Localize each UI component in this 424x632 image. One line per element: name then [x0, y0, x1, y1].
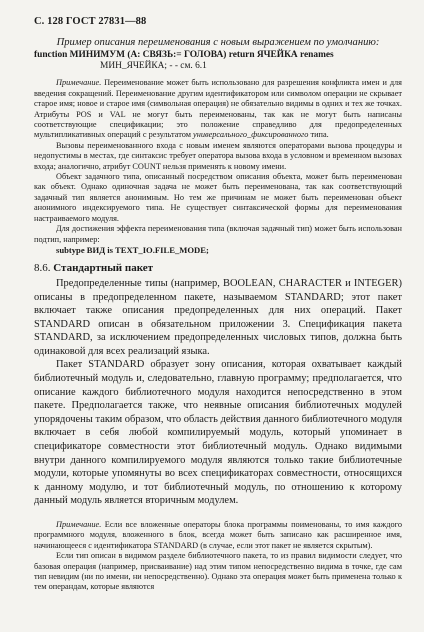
- example-code-line-1: function МИНИМУМ (А: СВЯЗЬ:= ГОЛОВА) return ЯЧЕЙКА renames: [34, 50, 334, 60]
- paragraph-visibility: Если тип описан в видимом разделе библиотечного пакета, то из правил видимости следует, что базовая операция (например, присваивание) над этим типом непосредственно видима в точке, где сам тип невидим (ни по имени, ни непосредственно). Однако эта операция может быть применена только к тем операндам, которые являются: [34, 551, 402, 592]
- paragraph-standard-package: Пакет STANDARD образует зону описания, которая охватывает каждый библиотечный модуль и, следовательно, главную программу; предполагается, что описание каждого библиотечного модуля находится непосредственно в этом пакете. Предполагается также, что неявные описания библиотечных модулей упорядочены таким образом, что область действия данного библиотечного модуля включает в себя любой компилируемый модуль, который упоминает в спецификаторе совместности этот библиотечный модуль. Однако видимыми внутри данного компилируемого модуля являются только такие библиотечные модули, которые упомянуты во всех спецификаторах совместности, относящихся к данному модулю, и тот библиотечный модуль, по отношению к которому данный модуль является вторичным модулем.: [34, 359, 402, 507]
- note2-body: Если все вложенные операторы блока программы поименованы, то имя каждого программного модуля, вложенного в блок, всегда может быть записано как расширенное имя, начинающееся с идентификатора STANDARD (в случае, если этот пакет не является скрытым).: [34, 520, 402, 550]
- note2-label: Примечание.: [56, 520, 102, 529]
- paragraph-predefined-types: Предопределенные типы (например, BOOLEAN, CHARACTER и INTEGER) описаны в предопределенном пакете, называемом STANDARD; этот пакет включает также описания предопределенных для них операций. Пакет STANDARD описан в обязательном приложении 3. Спецификация пакета STANDARD, за исключением предопределенных числовых типов, должна быть одинаковой для всех реализаций языка.: [34, 277, 402, 357]
- paragraph-subtype: Для достижения эффекта переименования типа (включая задачный тип) может быть использован подтип, например:: [34, 224, 402, 244]
- note-end: типа.: [308, 130, 329, 140]
- example-title: Пример описания переименования с новым выражением по умолчанию:: [56, 37, 380, 48]
- note-renaming: [34, 78, 402, 140]
- section-number: 8.6.: [34, 261, 51, 274]
- page-header: С. 128 ГОСТ 27831—88: [34, 16, 147, 27]
- subtype-code: subtype ВИД is TEXT_IO.FILE_MODE;: [56, 244, 209, 255]
- paragraph-task-objects: Объект задачного типа, описанный посредством описания объекта, может быть переименован как объект. Однако одиночная задача не может быть переименована, так как соответствующий задачный тип является анонимным. Но тем же причинам не может быть переименован объект анонимного индексируемого типа. Не существует синтаксической формы для переименования настраиваемого модуля.: [34, 172, 402, 223]
- note-standard: [34, 520, 402, 551]
- note-italic-term: универсального_фиксированного: [193, 130, 309, 140]
- section-title: Стандартный пакет: [53, 261, 154, 274]
- example-code-line-2: МИН_ЯЧЕЙКА; - - см. 6.1: [100, 61, 207, 72]
- note-body: Переименование может быть использовано для разрешения конфликта имен и для введения сокращений. Переименование другим идентификатором или символом операции не скрывает старое имя; новое и старое имя (символьная операция) не обязательно видимы в одних и тех же точках. Атрибуты POS и VAL не могут быть переименованы, так как не могут быть написаны соответствующие спецификации; это положение справедливо для предопределенных мультипликативных операций с результатом: [34, 78, 402, 140]
- section-heading: [34, 262, 402, 275]
- paragraph-entry-calls: Вызовы переименованного входа с новым именем являются операторами вызова процедуры и недопустимы в местах, где синтаксис требует оператора вызова входа в условном и временном вызовах входа; аналогично, атрибут COUNT нельзя применять к новому имени.: [34, 140, 402, 171]
- note-label: Примечание.: [56, 78, 102, 88]
